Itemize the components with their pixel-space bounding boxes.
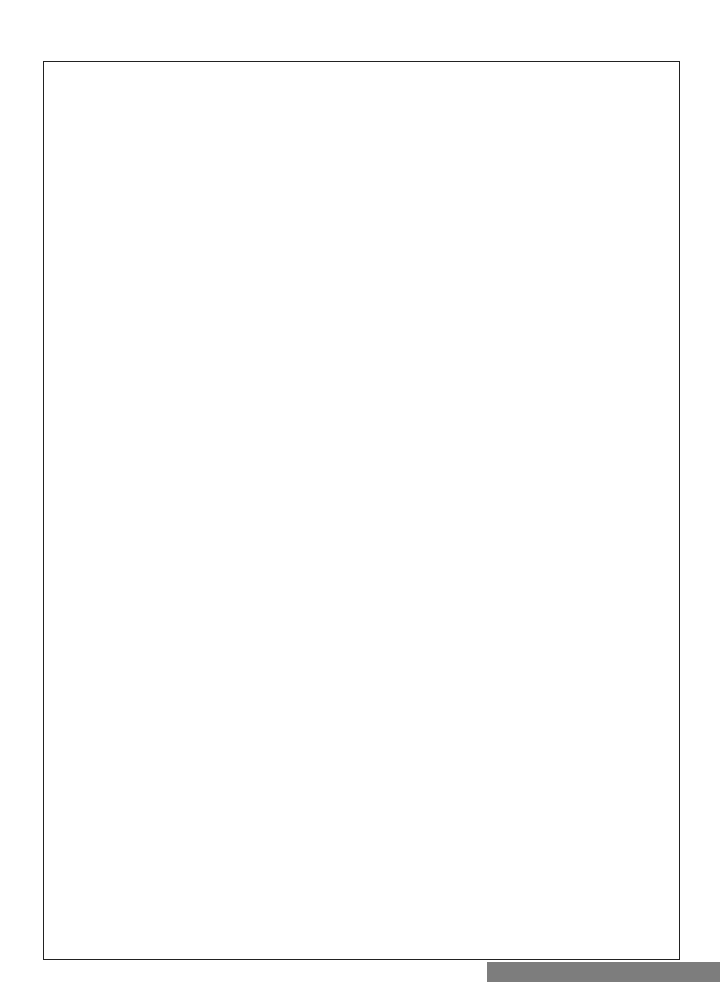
image-id-bar <box>487 962 720 982</box>
